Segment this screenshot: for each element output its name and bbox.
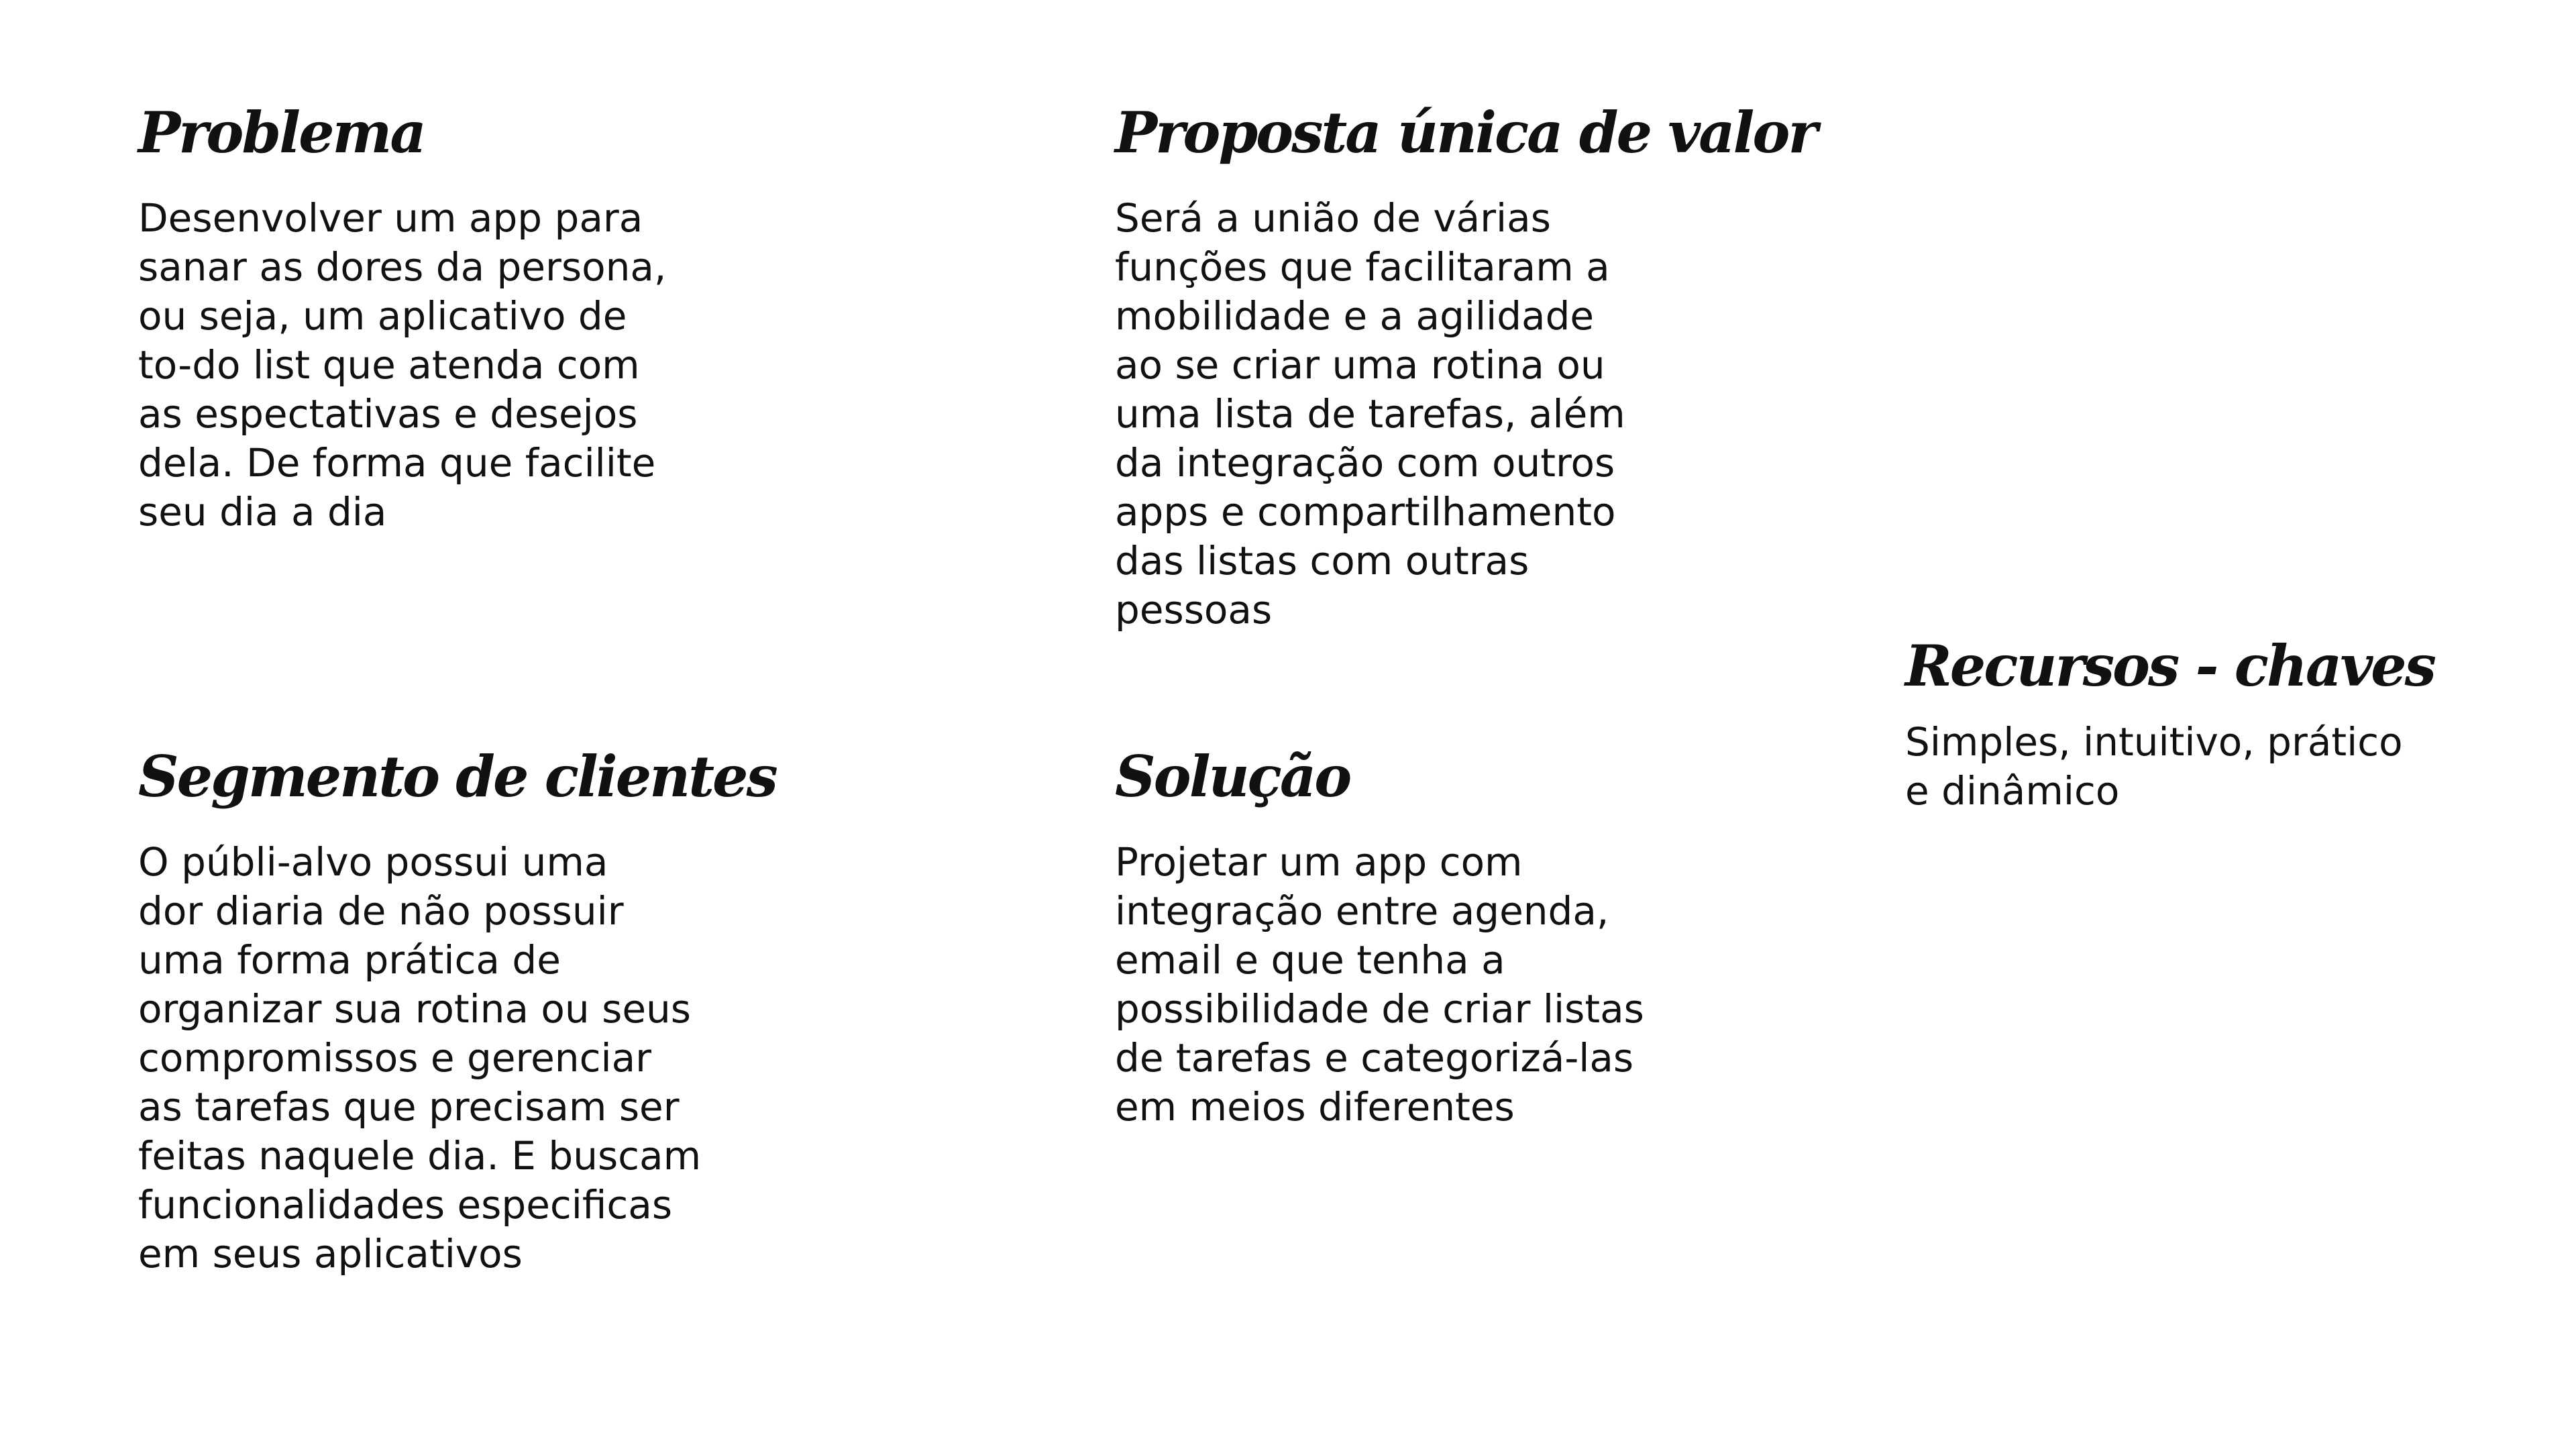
proposta-line: uma lista de tarefas, além — [1115, 390, 1625, 437]
recursos-text — [1905, 718, 2434, 816]
solucao-line: possibilidade de criar listas — [1115, 985, 1644, 1032]
problema-heading: Problema — [138, 99, 425, 166]
proposta-line: ao se criar uma rotina ou — [1115, 341, 1605, 388]
problema-line: Desenvolver um app para — [138, 195, 643, 241]
segmento-text — [138, 838, 776, 1279]
segmento-line: uma forma prática de — [138, 936, 561, 983]
segmento-heading: Segmento de clientes — [138, 743, 776, 810]
problema-line: to-do list que atenda com — [138, 341, 640, 388]
proposta-line: funções que facilitaram a — [1115, 244, 1610, 290]
segmento-line: dor diaria de não possuir — [138, 888, 624, 934]
solucao-line: em meios diferentes — [1115, 1083, 1515, 1130]
proposta-heading: Proposta única de valor — [1115, 99, 1816, 166]
solucao-line: Projetar um app com — [1115, 839, 1523, 885]
segmento-line: feitas naquele dia. E buscam — [138, 1132, 702, 1179]
segmento-line: em seus aplicativos — [138, 1230, 523, 1277]
problema-section — [138, 101, 666, 537]
segmento-line: organizar sua rotina ou seus — [138, 985, 691, 1032]
solucao-heading: Solução — [1115, 743, 1350, 810]
segmento-line: as tarefas que precisam ser — [138, 1083, 680, 1130]
recursos-section — [1905, 634, 2434, 816]
solucao-line: de tarefas e categorizá-las — [1115, 1034, 1634, 1081]
problema-line: ou seja, um aplicativo de — [138, 292, 627, 339]
segmento-line: funcionalidades especificas — [138, 1181, 673, 1228]
recursos-heading: Recursos - chaves — [1905, 633, 2434, 699]
problema-line: seu dia a dia — [138, 488, 387, 535]
problema-line: as espectativas e desejos — [138, 390, 638, 437]
proposta-line: pessoas — [1115, 586, 1273, 633]
segmento-line: O públi-alvo possui uma — [138, 839, 608, 885]
proposta-line: das listas com outras — [1115, 537, 1529, 584]
problema-line: dela. De forma que facilite — [138, 439, 656, 486]
problema-line: sanar as dores da persona, — [138, 244, 667, 290]
problema-text — [138, 194, 666, 537]
solucao-line: integração entre agenda, — [1115, 888, 1609, 934]
solucao-text — [1115, 838, 1644, 1132]
recursos-line: e dinâmico — [1905, 767, 2120, 814]
recursos-line: Simples, intuitivo, prático — [1905, 718, 2403, 765]
solucao-section — [1115, 745, 1644, 1132]
segmento-line: compromissos e gerenciar — [138, 1034, 651, 1081]
solucao-line: email e que tenha a — [1115, 936, 1505, 983]
proposta-text — [1115, 194, 1816, 635]
proposta-line: Será a união de várias — [1115, 195, 1551, 241]
proposta-section — [1115, 101, 1816, 635]
segmento-section — [138, 745, 776, 1279]
proposta-line: mobilidade e a agilidade — [1115, 292, 1595, 339]
proposta-line: da integração com outros — [1115, 439, 1615, 486]
proposta-line: apps e compartilhamento — [1115, 488, 1616, 535]
